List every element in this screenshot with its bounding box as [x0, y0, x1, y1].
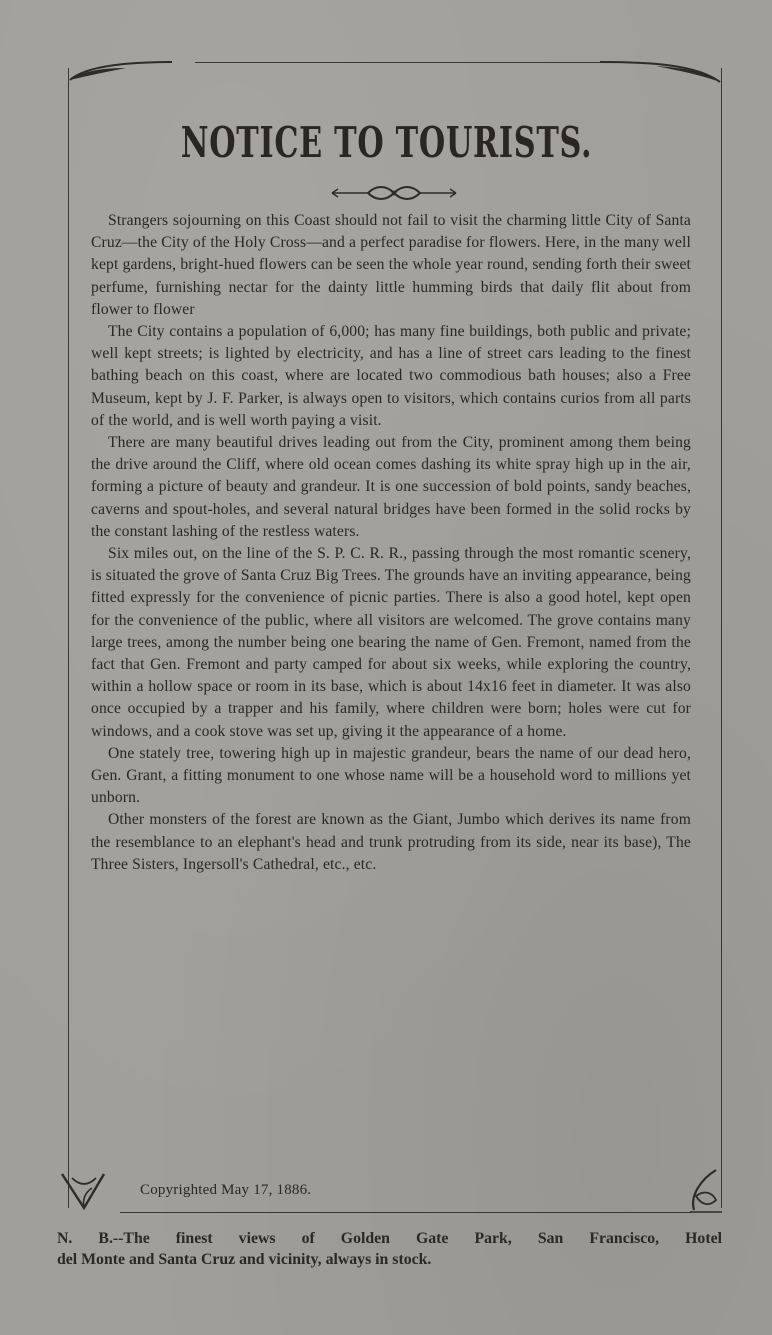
bottom-left-corner-ornament-icon: [58, 1168, 110, 1214]
nb-line-2: del Monte and Santa Cruz and vicinity, always in stock.: [57, 1251, 432, 1268]
bottom-right-corner-ornament-icon: [686, 1166, 728, 1216]
title-ornament-icon: [328, 182, 460, 204]
bottom-rule: [120, 1212, 692, 1213]
top-rule: [195, 62, 600, 63]
nb-line-1: N. B.--The finest views of Golden Gate Park, San Francisco, Hotel: [57, 1230, 722, 1247]
top-right-corner-flourish-icon: [596, 56, 726, 90]
notice-body: [91, 210, 691, 876]
top-left-corner-flourish-icon: [66, 56, 176, 86]
paragraph-city: The City contains a population of 6,000; has many fine buildings, both public and private; well kept streets; is lighted by electricity, and has a line of street cars leading to the finest bathing beach on this coast, where are located two commodious bath houses; also a Free Museum, kept by J. F. Parker, is always open to visitors, which contains curios from all parts of the world, and is well worth paying a visit.: [91, 323, 691, 429]
paragraph-big-trees: Six miles out, on the line of the S. P. C. R. R., passing through the most romantic scenery, is situated the grove of Santa Cruz Big Trees. The grounds have an inviting appearance, being fitted expressly for the convenience of picnic parties. There is also a good hotel, kept open for the convenience of the public, where all visitors are welcomed. The grove contains many large trees, among the number being one bearing the name of Gen. Fremont, named from the fact that Gen. Fremont and party camped for about six weeks, while exploring the country, within a hollow space or room in its base, which is about 14x16 feet in diameter. It was also once occupied by a trapper and his family, where children were born; holes were cut for windows, and a cook stove was set up, giving it the appearance of a home.: [91, 545, 691, 740]
page-title: NOTICE TO TOURISTS.: [180, 118, 593, 167]
paragraph-grant-tree: One stately tree, towering high up in majestic grandeur, bears the name of our dead hero, Gen. Grant, a fitting monument to one whose name will be a household word to millions yet unborn.: [91, 744, 691, 807]
paragraph-flowers: Strangers sojourning on this Coast should not fail to visit the charming little City of Santa Cruz—the City of the Holy Cross—and a perfect paradise for flowers. Here, in the many well kept gardens, bright-hued flowers can be seen the whole year round, sending forth their sweet perfume, furnishing nectar for the dainty little humming birds that daily flit about from flower to flower: [91, 212, 691, 318]
paragraph-forest-monsters: Other monsters of the forest are known as the Giant, Jumbo which derives its name from the resemblance to an elephant's head and trunk protruding from its side, near its base), The Three Sisters, Ingersoll's Cathedral, etc., etc.: [91, 811, 691, 873]
nb-note: [57, 1228, 722, 1270]
paragraph-drives: There are many beautiful drives leading out from the City, prominent among them being the drive around the Cliff, where old ocean comes dashing its white spray high up in the air, forming a picture of beauty and grandeur. It is one succession of bold points, sandy beaches, caverns and spout-holes, and several natural bridges have been formed in the solid rocks by the constant lashing of the restless waters.: [91, 434, 691, 540]
copyright-notice: Copyrighted May 17, 1886.: [140, 1182, 312, 1198]
